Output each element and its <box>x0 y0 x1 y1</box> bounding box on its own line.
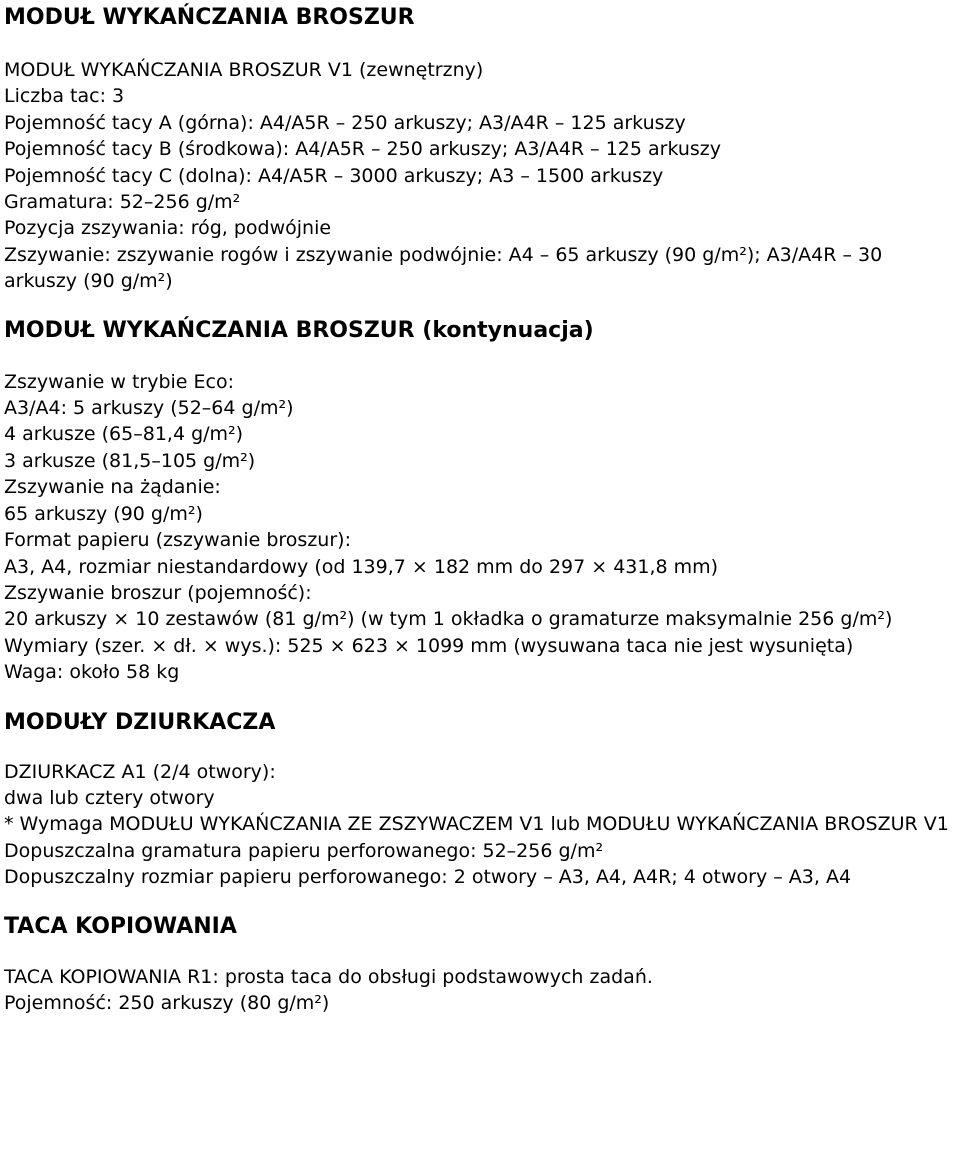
section-title-puncher-units: MODUŁY DZIURKACZA <box>4 709 276 735</box>
spec-line: Waga: około 58 kg <box>4 661 180 684</box>
section-title-booklet-finisher: MODUŁ WYKAŃCZANIA BROSZUR <box>4 5 415 30</box>
spec-line: DZIURKACZ A1 (2/4 otwory): <box>4 760 276 783</box>
spec-line: Dopuszczalna gramatura papieru perforowanego: 52–256 g/m² <box>4 839 604 862</box>
spec-line: Gramatura: 52–256 g/m² <box>4 191 241 214</box>
document-page <box>4 0 958 1016</box>
spec-line: 65 arkuszy (90 g/m²) <box>4 502 203 525</box>
spec-line: Dopuszczalny rozmiar papieru perforowanego: 2 otwory – A3, A4, A4R; 4 otwory – A3, A4 <box>4 866 852 889</box>
section-body-copy-tray <box>4 964 958 1017</box>
spec-line: dwa lub cztery otwory <box>4 786 215 809</box>
section-body-booklet-finisher-continued <box>4 369 958 686</box>
spec-line: Zszywanie na żądanie: <box>4 476 221 499</box>
section-body-booklet-finisher <box>4 57 958 295</box>
spec-line: TACA KOPIOWANIA R1: prosta taca do obsługi podstawowych zadań. <box>4 965 653 988</box>
spec-line: Zszywanie: zszywanie rogów i zszywanie podwójnie: A4 – 65 arkuszy (90 g/m²); A3/A4R – 30 arkuszy (90 g/m²) <box>4 243 883 293</box>
spec-line: 3 arkusze (81,5–105 g/m²) <box>4 449 256 472</box>
spec-line: Pojemność tacy A (górna): A4/A5R – 250 arkuszy; A3/A4R – 125 arkuszy <box>4 111 686 134</box>
spec-line: Zszywanie w trybie Eco: <box>4 370 234 393</box>
section-body-puncher-units <box>4 759 958 891</box>
spec-line: Pojemność tacy C (dolna): A4/A5R – 3000 arkuszy; A3 – 1500 arkuszy <box>4 164 664 187</box>
spec-line: 4 arkusze (65–81,4 g/m²) <box>4 423 244 446</box>
spec-line: Zszywanie broszur (pojemność): <box>4 581 312 604</box>
spec-line: Wymiary (szer. × dł. × wys.): 525 × 623 × 1099 mm (wysuwana taca nie jest wysunięta) <box>4 634 854 657</box>
spec-line: Pojemność tacy B (środkowa): A4/A5R – 250 arkuszy; A3/A4R – 125 arkuszy <box>4 138 722 161</box>
spec-line: MODUŁ WYKAŃCZANIA BROSZUR V1 (zewnętrzny) <box>4 59 484 81</box>
spec-line: Format papieru (zszywanie broszur): <box>4 529 351 552</box>
spec-line: A3, A4, rozmiar niestandardowy (od 139,7 × 182 mm do 297 × 431,8 mm) <box>4 555 719 578</box>
spec-line: A3/A4: 5 arkuszy (52–64 g/m²) <box>4 397 294 420</box>
spec-line: Liczba tac: 3 <box>4 85 125 108</box>
section-title-booklet-finisher-continued: MODUŁ WYKAŃCZANIA BROSZUR (kontynuacja) <box>4 317 594 343</box>
spec-line: Pozycja zszywania: róg, podwójnie <box>4 217 332 240</box>
spec-line: Pojemność: 250 arkuszy (80 g/m²) <box>4 991 330 1014</box>
spec-line: * Wymaga MODUŁU WYKAŃCZANIA ZE ZSZYWACZEM V1 lub MODUŁU WYKAŃCZANIA BROSZUR V1 <box>4 813 949 836</box>
section-title-copy-tray: TACA KOPIOWANIA <box>4 913 237 939</box>
spec-line: 20 arkuszy × 10 zestawów (81 g/m²) (w tym 1 okładka o gramaturze maksymalnie 256 g/m²) <box>4 608 893 631</box>
